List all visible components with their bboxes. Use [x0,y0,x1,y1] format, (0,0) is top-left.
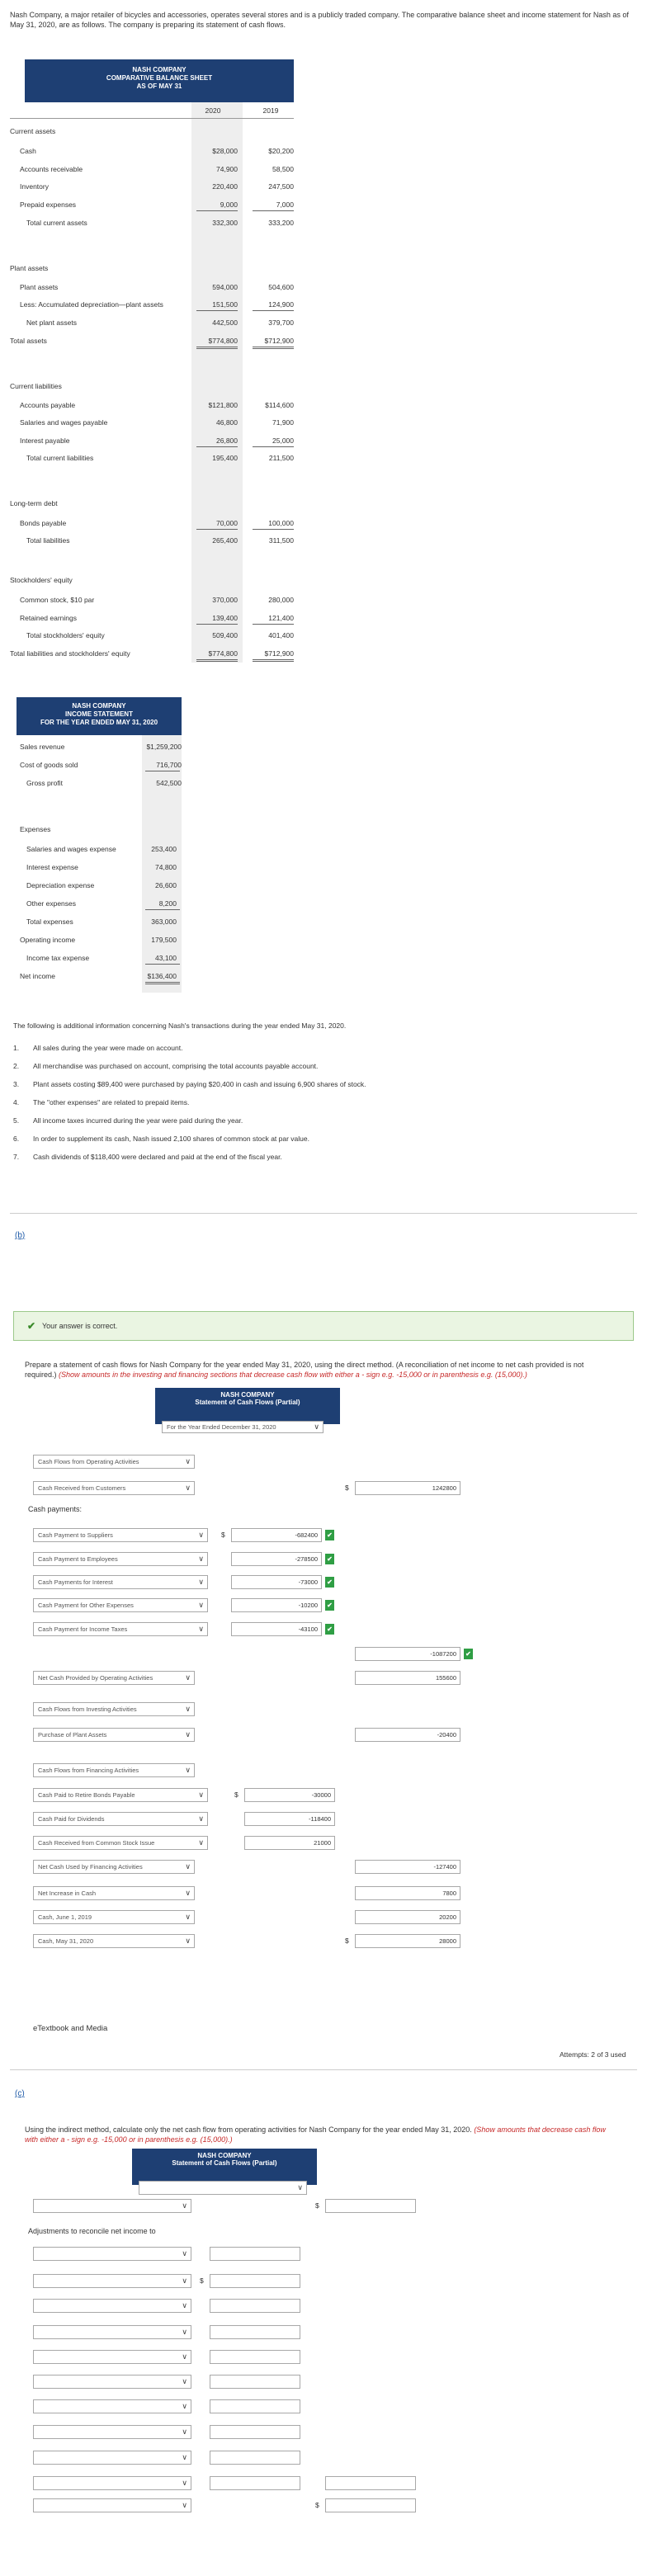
bs-label-tcl: Total current liabilities [26,454,94,462]
select-c-adj[interactable] [33,2247,191,2261]
list-number: 5. [13,1116,20,1125]
chevron-down-icon: ∨ [185,1889,191,1897]
is-label-sales: Sales revenue [20,743,65,751]
input-oth[interactable]: -10200 [231,1598,322,1612]
select-incr[interactable] [33,1886,195,1900]
bs-2020-npa: 442,500 [212,318,238,327]
input-bonds[interactable]: -30000 [244,1788,335,1802]
is-subtotal-rule [145,909,180,910]
dollar-sign: $ [315,2201,319,2210]
is-value-oi: 179,500 [151,936,177,944]
select-value: Cash Payments for Interest [38,1578,113,1586]
select-value: Cash Paid to Retire Bonds Payable [38,1791,135,1799]
cf-b-title: Statement of Cash Flows (Partial) [195,1399,300,1406]
select-cf-fin[interactable] [33,1763,195,1777]
select-c-adj[interactable] [33,2476,191,2490]
input-sup[interactable]: -682400 [231,1528,322,1542]
bs-subtotal-rule [196,529,238,530]
select-tax[interactable] [33,1622,208,1636]
bs-total-rule [196,347,238,349]
select-c-period[interactable] [139,2181,307,2195]
input-pur[interactable]: -20400 [355,1728,460,1742]
select-emp[interactable] [33,1552,208,1566]
input-int[interactable]: -73000 [231,1575,322,1589]
list-number: 4. [13,1098,20,1106]
select-pur[interactable] [33,1728,195,1742]
list-text: The "other expenses" are related to prepaid items. [33,1098,190,1106]
chevron-down-icon: ∨ [314,1422,319,1431]
select-value: Cash Payment to Suppliers [38,1531,113,1539]
input-c-adj[interactable] [210,2375,300,2389]
bs-2020-inv: 220,400 [212,182,238,191]
dollar-sign: $ [315,2501,319,2509]
is-date: FOR THE YEAR ENDED MAY 31, 2020 [40,719,158,726]
bs-section-plant_assets: Plant assets [10,264,49,272]
is-value-te: 363,000 [151,918,177,926]
chevron-down-icon: ∨ [185,1673,191,1682]
select-c-adj[interactable] [33,2325,191,2339]
bs-label-cs: Common stock, $10 par [20,596,95,604]
input-tax[interactable]: -43100 [231,1622,322,1636]
list-number: 6. [13,1135,20,1143]
select-bonds[interactable] [33,1788,208,1802]
select-value: Cash Payment to Employees [38,1555,118,1563]
select-stock[interactable] [33,1836,208,1850]
bs-2019-tlse: $712,900 [264,649,294,658]
problem-intro: Nash Company, a major retailer of bicycles and accessories, operates several stores and is a publicly traded company. The comparative balance sheet and income statement for Nash as of May 31, 2020, are as follows. The company is preparing its statement of cash flows. [10,11,629,29]
input-c-adj[interactable] [210,2476,300,2490]
chevron-down-icon: ∨ [185,1766,191,1774]
list-number: 7. [13,1153,20,1161]
is-value-gp: 542,500 [156,779,182,787]
bs-2020-cash: $28,000 [212,147,238,155]
cash-flow-header-c [132,2149,317,2185]
cash-flow-header-b [155,1388,340,1424]
bs-2020-tl: 265,400 [212,536,238,545]
select-value: Net Cash Used by Financing Activities [38,1863,143,1871]
input-c-adj[interactable] [210,2350,300,2364]
bs-section-current_liab: Current liabilities [10,382,62,390]
list-text: Plant assets costing $89,400 were purchased by paying $20,400 in cash and issuing 6,900 shares of stock. [33,1080,366,1088]
bs-2019-tca: 333,200 [268,219,294,227]
is-value-de: 26,600 [155,881,177,889]
balance-sheet-header [25,59,294,102]
bs-2019-tcl: 211,500 [268,454,294,462]
correct-icon: ✔ [464,1649,473,1659]
is-title: INCOME STATEMENT [65,710,133,718]
chevron-down-icon: ∨ [182,2453,187,2461]
part-b-instr-text: Prepare a statement of cash flows for Nash Company for the year ended May 31, 2020, using the direct method. (A reconciliation of net income to net cash provided is not required.) [25,1361,584,1379]
chevron-down-icon: ∨ [182,2328,187,2336]
bs-total-rule [196,659,238,662]
bs-subtotal-rule [253,210,294,211]
correct-icon: ✔ [325,1530,334,1540]
input-c-row1[interactable] [325,2199,416,2213]
is-label-oi: Operating income [20,936,76,944]
is-value-ite: 43,100 [155,954,177,962]
bs-2019-pa: 504,600 [268,283,294,291]
cf-c-company: NASH COMPANY [197,2152,252,2159]
income-statement-header [17,697,182,735]
select-c-adj[interactable] [33,2274,191,2288]
chevron-down-icon: ∨ [185,1730,191,1739]
bs-2020-pa: 594,000 [212,283,238,291]
bs-2020-ap: $121,800 [208,401,238,409]
bs-company: NASH COMPANY [132,66,187,73]
input-emp[interactable]: -278500 [231,1552,322,1566]
period-select-value: For the Year Ended December 31, 2020 [167,1423,276,1431]
check-icon: ✔ [27,1320,36,1332]
bs-label-tlse: Total liabilities and stockholders' equity [10,649,130,658]
bs-label-prepaid: Prepaid expenses [20,201,77,209]
bs-label-npa: Net plant assets [26,318,77,327]
bs-label-tca: Total current assets [26,219,87,227]
bs-label-inv: Inventory [20,182,49,191]
input-c-adj[interactable] [210,2274,300,2288]
chevron-down-icon: ∨ [198,1601,204,1609]
input-total-payments[interactable]: -1087200 [355,1647,460,1661]
select-value: Net Increase in Cash [38,1890,97,1897]
bs-label-re: Retained earnings [20,614,77,622]
bs-2020-tca: 332,300 [212,219,238,227]
part-b-label[interactable]: (b) [15,1231,26,1240]
bs-2019-tse: 401,400 [268,631,294,639]
bs-section-current_assets: Current assets [10,127,56,135]
input-beg[interactable]: 20200 [355,1910,460,1924]
additional-info-item [13,1116,243,1125]
part-c-instr-note: (Show amounts that decrease cash flow with either a - sign e.g. -15,000 or in parenthesis e.g. (15,000).) [25,2125,606,2144]
chevron-down-icon: ∨ [182,2377,187,2385]
select-value: Net Cash Provided by Operating Activities [38,1674,153,1682]
chevron-down-icon: ∨ [198,1838,204,1847]
input-c-subtotal[interactable] [325,2476,416,2490]
part-c-instr-text: Using the indirect method, calculate only the net cash flow from operating activities for Nash Company for the year ended May 31, 2020. [25,2125,472,2134]
bs-2020-ar: 74,900 [216,165,238,173]
is-label-te: Total expenses [26,918,73,926]
correct-banner [13,1311,634,1341]
dollar-sign: $ [345,1937,349,1945]
chevron-down-icon: ∨ [185,1862,191,1871]
input-div[interactable]: -118400 [244,1812,335,1826]
bs-label-ta: Total assets [10,337,47,345]
bs-col-2020: 2020 [205,106,221,115]
bs-label-ip: Interest payable [20,436,70,445]
select-value: Cash Payment for Income Taxes [38,1625,128,1633]
is-label-cogs: Cost of goods sold [20,761,78,769]
select-div[interactable] [33,1812,208,1826]
is-value-cogs: 716,700 [156,761,182,769]
additional-info-item [13,1043,182,1053]
correct-icon: ✔ [325,1577,334,1588]
dollar-sign: $ [234,1790,238,1799]
cash-payments-label: Cash payments: [28,1505,83,1513]
select-value: Cash Flows from Investing Activities [38,1706,137,1713]
bs-2019-swp: 71,900 [272,418,294,427]
chevron-down-icon: ∨ [182,2402,187,2410]
bs-2019-bp: 100,000 [268,519,294,527]
bs-date: AS OF MAY 31 [136,83,182,90]
bs-2019-cash: $20,200 [268,147,294,155]
bs-label-ap: Accounts payable [20,401,76,409]
input-stock[interactable]: 21000 [244,1836,335,1850]
bs-2020-prepaid: 9,000 [220,201,238,209]
bs-2019-ip: 25,000 [272,436,294,445]
part-b-instructions [25,1360,611,1380]
bs-2019-re: 121,400 [268,614,294,622]
bs-2020-tlse: $774,800 [208,649,238,658]
bs-subtotal-rule [196,210,238,211]
bs-label-swp: Salaries and wages payable [20,418,108,427]
input-c-net[interactable] [325,2498,416,2512]
list-text: All income taxes incurred during the year were paid during the year. [33,1116,243,1125]
is-label-ite: Income tax expense [26,954,90,962]
additional-info-item [13,1097,189,1107]
select-c-row1[interactable] [33,2199,191,2213]
bs-2019-prepaid: 7,000 [276,201,294,209]
bs-label-ar: Accounts receivable [20,165,83,173]
chevron-down-icon: ∨ [198,1531,204,1539]
bs-section-ltd: Long-term debt [10,499,58,507]
bs-header-rule [10,118,294,119]
select-value: Cash Received from Customers [38,1484,126,1492]
part-c-label[interactable]: (c) [15,2089,25,2098]
cf-b-company: NASH COMPANY [220,1391,275,1399]
bs-label-bp: Bonds payable [20,519,67,527]
correct-message: Your answer is correct. [42,1322,118,1330]
input-c-adj[interactable] [210,2451,300,2465]
bs-section-se: Stockholders' equity [10,576,73,584]
correct-icon: ✔ [325,1624,334,1635]
cf-c-title: Statement of Cash Flows (Partial) [172,2159,277,2167]
additional-info-item [13,1061,318,1071]
chevron-down-icon: ∨ [198,1814,204,1823]
is-section-expenses: Expenses [20,825,51,833]
divider-c [10,2069,637,2070]
select-end[interactable] [33,1934,195,1948]
chevron-down-icon: ∨ [185,1705,191,1713]
list-text: All sales during the year were made on account. [33,1044,183,1052]
select-c-adj[interactable] [33,2425,191,2439]
select-value: Cash Flows from Operating Activities [38,1458,139,1465]
chevron-down-icon: ∨ [198,1578,204,1586]
select-net-ops[interactable] [33,1671,195,1685]
bs-subtotal-rule [196,310,238,311]
select-net-fin[interactable] [33,1860,195,1874]
chevron-down-icon: ∨ [182,2276,187,2285]
input-end[interactable]: 28000 [355,1934,460,1948]
chevron-down-icon: ∨ [185,1457,191,1465]
chevron-down-icon: ∨ [182,2201,187,2210]
is-value-sales: $1,259,200 [146,743,182,751]
chevron-down-icon: ∨ [185,1913,191,1921]
list-text: All merchandise was purchased on account, comprising the total accounts payable account. [33,1062,319,1070]
additional-info-item [13,1079,366,1089]
chevron-down-icon: ∨ [198,1790,204,1799]
etextbook-link[interactable]: eTextbook and Media [33,2024,108,2033]
select-value: Cash Received from Common Stock Issue [38,1839,155,1847]
additional-info-item [13,1134,309,1144]
select-c-net[interactable] [33,2498,191,2512]
is-label-swe: Salaries and wages expense [26,845,116,853]
list-text: In order to supplement its cash, Nash issued 2,100 shares of common stock at par value. [33,1135,309,1143]
select-cust[interactable] [33,1481,195,1495]
bs-2020-ta: $774,800 [208,337,238,345]
bs-2020-tcl: 195,400 [212,454,238,462]
is-label-ni: Net income [20,972,55,980]
select-cf-ops[interactable] [33,1455,195,1469]
bs-total-rule [253,659,294,662]
bs-label-tl: Total liabilities [26,536,70,545]
select-c-adj[interactable] [33,2350,191,2364]
bs-subtotal-rule [253,310,294,311]
list-number: 3. [13,1080,20,1088]
select-value: Cash, May 31, 2020 [38,1937,94,1945]
input-c-adj[interactable] [210,2247,300,2261]
select-c-adj[interactable] [33,2399,191,2413]
correct-icon: ✔ [325,1554,334,1564]
chevron-down-icon: ∨ [182,2249,187,2258]
is-subtotal-rule [145,964,180,965]
bs-col-2019: 2019 [262,106,279,115]
input-c-adj[interactable] [210,2399,300,2413]
chevron-down-icon: ∨ [182,2501,187,2509]
bs-2020-re: 139,400 [212,614,238,622]
chevron-down-icon: ∨ [182,2427,187,2436]
is-label-ie: Interest expense [26,863,78,871]
is-value-swe: 253,400 [151,845,177,853]
list-text: Cash dividends of $118,400 were declared and paid at the end of the fiscal year. [33,1153,282,1161]
part-c-instructions [25,2125,619,2144]
bs-2019-npa: 379,700 [268,318,294,327]
select-value: Cash Flows from Financing Activities [38,1767,139,1774]
input-c-adj[interactable] [210,2425,300,2439]
dollar-sign: $ [345,1484,349,1492]
input-c-adj[interactable] [210,2299,300,2313]
select-c-adj[interactable] [33,2451,191,2465]
is-value-ni: $136,400 [147,972,177,980]
bs-2020-bp: 70,000 [216,519,238,527]
list-number: 2. [13,1062,20,1070]
bs-label-cash: Cash [20,147,36,155]
chevron-down-icon: ∨ [182,2301,187,2309]
bs-subtotal-rule [253,624,294,625]
bs-2019-inv: 247,500 [268,182,294,191]
bs-2020-tse: 509,400 [212,631,238,639]
bs-2020-ip: 26,800 [216,436,238,445]
select-cf-inv[interactable] [33,1702,195,1716]
chevron-down-icon: ∨ [198,1625,204,1633]
select-value: Cash Payment for Other Expenses [38,1602,134,1609]
correct-icon: ✔ [325,1600,334,1611]
bs-total-rule [253,347,294,349]
input-incr[interactable]: 7800 [355,1886,460,1900]
chevron-down-icon: ∨ [185,1484,191,1492]
select-value: Purchase of Plant Assets [38,1731,107,1739]
is-label-oe: Other expenses [26,899,77,908]
is-total-rule [145,982,180,984]
chevron-down-icon: ∨ [297,2183,303,2191]
bs-subtotal-rule [253,446,294,447]
divider-b [10,1213,637,1214]
input-cust[interactable]: 1242800 [355,1481,460,1495]
bs-subtotal-rule [196,624,238,625]
is-company: NASH COMPANY [72,702,126,710]
part-b-instr-note: (Show amounts in the investing and financing sections that decrease cash flow with either a - sign e.g. -15,000 or in parenthesis e.g. (15,000).) [59,1371,527,1379]
bs-2019-ap: $114,600 [265,401,294,409]
bs-2019-accdep: 124,900 [268,300,294,309]
period-select[interactable] [162,1421,324,1433]
select-value: Cash Paid for Dividends [38,1815,105,1823]
bs-subtotal-rule [196,446,238,447]
is-value-ie: 74,800 [155,863,177,871]
is-label-de: Depreciation expense [26,881,95,889]
dollar-sign: $ [200,2276,204,2285]
chevron-down-icon: ∨ [185,1937,191,1945]
attempts-counter: Attempts: 2 of 3 used [560,2050,626,2059]
bs-label-pa: Plant assets [20,283,59,291]
bs-2020-accdep: 151,500 [212,300,238,309]
bs-2019-ta: $712,900 [264,337,294,345]
bs-title: COMPARATIVE BALANCE SHEET [106,74,213,82]
bs-2019-ar: 58,500 [272,165,294,173]
additional-info-heading: The following is additional information concerning Nash's transactions during the year ended May 31, 2020. [13,1021,347,1030]
select-sup[interactable] [33,1528,208,1542]
input-net-ops[interactable]: 155600 [355,1671,460,1685]
input-net-fin[interactable]: -127400 [355,1860,460,1874]
bs-2019-cs: 280,000 [268,596,294,604]
select-c-adj[interactable] [33,2375,191,2389]
select-c-adj[interactable] [33,2299,191,2313]
chevron-down-icon: ∨ [198,1555,204,1563]
dollar-sign: $ [221,1531,225,1539]
bs-2020-cs: 370,000 [212,596,238,604]
bs-label-accdep: Less: Accumulated depreciation—plant assets [20,300,163,309]
input-c-adj[interactable] [210,2325,300,2339]
additional-info-item [13,1152,282,1162]
bs-subtotal-rule [253,529,294,530]
adjustments-label: Adjustments to reconcile net income to [28,2227,156,2235]
is-label-gp: Gross profit [26,779,63,787]
select-oth[interactable] [33,1598,208,1612]
bs-label-tse: Total stockholders' equity [26,631,105,639]
chevron-down-icon: ∨ [182,2479,187,2487]
select-beg[interactable] [33,1910,195,1924]
list-number: 1. [13,1044,20,1052]
bs-2019-tl: 311,500 [268,536,294,545]
chevron-down-icon: ∨ [182,2352,187,2361]
select-value: Cash, June 1, 2019 [38,1913,92,1921]
bs-2020-swp: 46,800 [216,418,238,427]
select-int[interactable] [33,1575,208,1589]
is-value-oe: 8,200 [158,899,177,908]
